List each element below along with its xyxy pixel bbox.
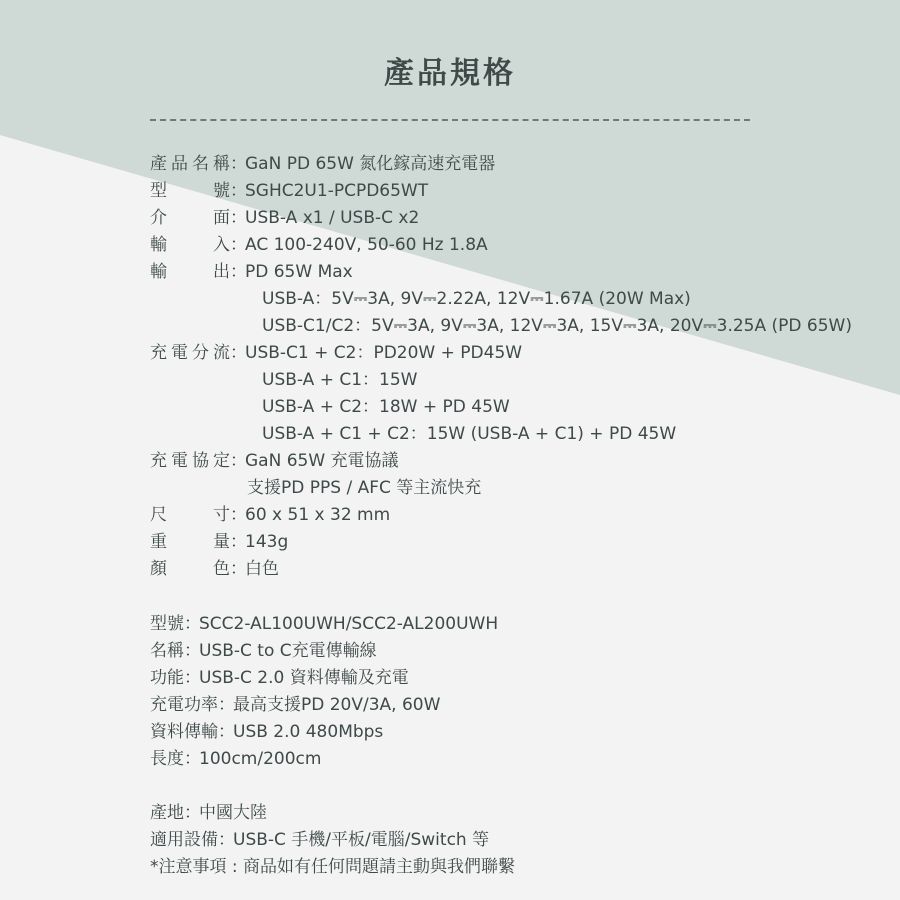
spec-colon: ： — [218, 695, 235, 715]
spec-colon: ： — [230, 559, 247, 579]
spec-colon: ： — [230, 262, 247, 282]
spec-label: 輸入 — [150, 235, 230, 255]
spec-colon: ： — [230, 451, 247, 471]
spec-value: USB-C 2.0 資料傳輸及充電 — [199, 668, 409, 688]
dashed-divider — [150, 119, 750, 121]
general-row — [150, 827, 489, 854]
spec-label: 名稱 — [150, 641, 184, 661]
note-line: *注意事項 : 商品如有任何問題請主動與我們聯繫 — [150, 857, 516, 877]
spec-row — [150, 232, 488, 259]
spec-colon: ： — [230, 343, 247, 363]
spec-row — [150, 205, 419, 232]
spec-row — [150, 178, 428, 205]
spec-row — [150, 259, 353, 286]
spec-label: 充電分流 — [150, 343, 230, 363]
spec-value: 白色 — [245, 559, 279, 579]
page-title: 產品規格 — [384, 56, 516, 91]
spec-colon: ： — [218, 830, 235, 850]
spec-value: GaN 65W 充電協議 — [245, 451, 399, 471]
spec-label: 尺寸 — [150, 505, 230, 525]
general-row — [150, 800, 267, 827]
protocol-extra: 支援PD PPS / AFC 等主流快充 — [247, 478, 482, 498]
spec-colon: ： — [230, 154, 247, 174]
spec-row — [150, 151, 495, 178]
spec-value: USB-C to C充電傳輸線 — [199, 641, 377, 661]
spec-label: 介面 — [150, 208, 230, 228]
spec-value: SGHC2U1-PCPD65WT — [245, 181, 429, 201]
spec-value: GaN PD 65W 氮化鎵高速充電器 — [245, 154, 496, 174]
spec-label: 長度 — [150, 749, 184, 769]
spec-colon: ： — [230, 181, 247, 201]
spec-value: 100cm/200cm — [199, 749, 322, 769]
split-detail: USB-A + C1：15W — [262, 370, 418, 390]
output-detail: USB-C1/C2：5V⎓3A, 9V⎓3A, 12V⎓3A, 15V⎓3A, 20V⎓3.25A (PD 65W) — [262, 316, 852, 336]
spec-colon: ： — [184, 749, 201, 769]
spec-value: 143g — [245, 532, 289, 552]
spec-label: 型號 — [150, 181, 230, 201]
spec-colon: ： — [184, 668, 201, 688]
split-detail: USB-A + C1 + C2：15W (USB-A + C1) + PD 45W — [262, 424, 677, 444]
split-detail: USB-A + C2：18W + PD 45W — [262, 397, 510, 417]
spec-value: USB 2.0 480Mbps — [233, 722, 384, 742]
spec-colon: ： — [230, 505, 247, 525]
spec-value: 中國大陸 — [199, 803, 267, 823]
spec-label: 功能 — [150, 668, 184, 688]
output-detail: USB-A：5V⎓3A, 9V⎓2.22A, 12V⎓1.67A (20W Max) — [262, 289, 691, 309]
cable-row — [150, 692, 440, 719]
spec-value: 60 x 51 x 32 mm — [245, 505, 391, 525]
spec-value: AC 100-240V, 50-60 Hz 1.8A — [245, 235, 488, 255]
spec-label: 資料傳輸 — [150, 722, 218, 742]
spec-colon: ： — [230, 532, 247, 552]
spec-label: 適用設備 — [150, 830, 218, 850]
cable-row — [150, 611, 498, 638]
spec-label: 型號 — [150, 614, 184, 634]
spec-label: 顏色 — [150, 559, 230, 579]
spec-label: 輸出 — [150, 262, 230, 282]
spec-colon: ： — [184, 641, 201, 661]
spec-value: USB-C 手機/平板/電腦/Switch 等 — [233, 830, 490, 850]
spec-label: 充電功率 — [150, 695, 218, 715]
spec-value: USB-A x1 / USB-C x2 — [245, 208, 420, 228]
spec-row-split — [150, 340, 522, 367]
spec-value: USB-C1 + C2：PD20W + PD45W — [245, 343, 523, 363]
spec-row — [150, 556, 279, 583]
spec-value: 最高支援PD 20V/3A, 60W — [233, 695, 441, 715]
spec-label: 重量 — [150, 532, 230, 552]
spec-label: 產地 — [150, 803, 184, 823]
spec-row — [150, 502, 390, 529]
spec-label: 充電協定 — [150, 451, 230, 471]
spec-row — [150, 529, 288, 556]
cable-row — [150, 746, 321, 773]
cable-row — [150, 719, 383, 746]
spec-value: SCC2-AL100UWH/SCC2-AL200UWH — [199, 614, 499, 634]
spec-colon: ： — [230, 235, 247, 255]
cable-row — [150, 638, 377, 665]
spec-label: 產品名稱 — [150, 154, 230, 174]
spec-colon: ： — [230, 208, 247, 228]
spec-row-protocol — [150, 448, 399, 475]
spec-value: PD 65W Max — [245, 262, 353, 282]
spec-colon: ： — [184, 803, 201, 823]
cable-row — [150, 665, 409, 692]
spec-colon: ： — [184, 614, 201, 634]
spec-colon: ： — [218, 722, 235, 742]
